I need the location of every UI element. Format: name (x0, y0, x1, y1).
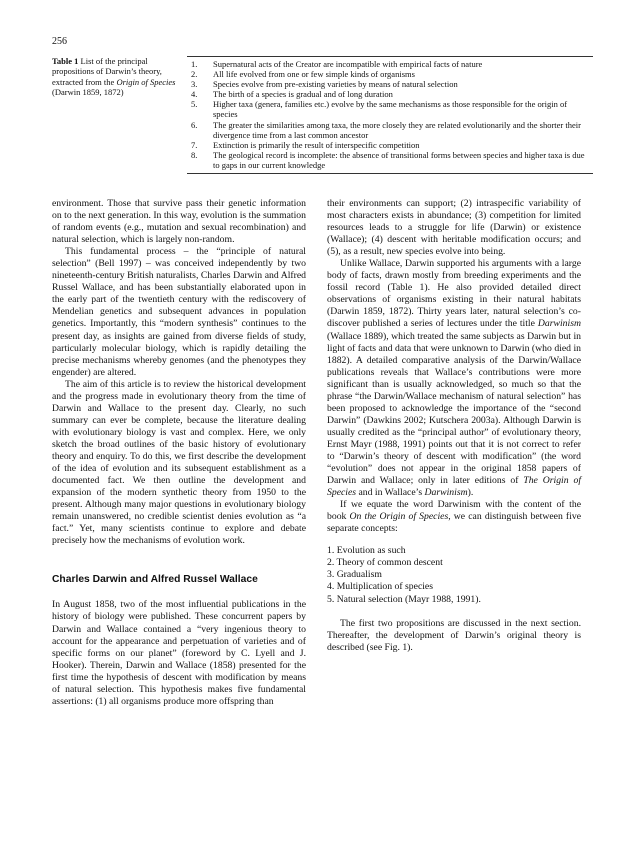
text-run: (Wallace 1889), which treated the same subjects as Darwin but in light of facts and data that were unknown to Darwin (who died in 1882). A detailed comparative analysis of the Darwin/Wallace publications reveals that Wallace’s contributions were more significant than is usually acknowledged, so much so that the phrase “the Darwin/Wallace mechanism of natural selection” has been proposed to acknowledge the importance of the “second Darwin” (Dawkins 2002; Kutschera 2003a). Although Darwin is usually credited as the “principal author” of evolutionary theory, Ernst Mayr (1988, 1991) points out that it is not correct to refer to “Darwin’s theory of descent with modification” (the word “evolution” does not appear in the original 1858 papers of Darwin and Wallace; only in later editions of (327, 330, 581, 487)
paragraph: their environments can support; (2) intraspecific variability of most characters exists in abundance; (3) competition for limited resources leads to a struggle for life (Darwin) or existence (Wallace); (4) descent with heritable modification occurs; and (5), as a result, new species evolve into being. (327, 198, 581, 258)
list-item: 5. Natural selection (Mayr 1988, 1991). (327, 593, 481, 605)
paragraph: environment. Those that survive pass their genetic information on to the next generation. In this way, evolution is the summation of random events (e.g., mutation and sexual recombination) and natural selection, which is largely non-random. (52, 198, 306, 246)
row-text: All life evolved from one or few simple kinds of organisms (213, 69, 415, 80)
text-run: , we can distinguish between five separate concepts: (327, 511, 581, 535)
table-caption (52, 56, 180, 98)
table-row (187, 89, 593, 99)
row-number: 3. (191, 79, 198, 90)
caption-citation: (Darwin 1859, 1872) (52, 87, 124, 98)
list-item: 3. Gradualism (327, 569, 382, 581)
section-heading: Charles Darwin and Alfred Russel Wallace (52, 574, 258, 586)
row-number: 5. (191, 99, 198, 110)
book-title: Darwinism (424, 487, 468, 499)
left-column (52, 198, 306, 708)
text-run: and in Wallace’s (356, 487, 425, 499)
propositions-table (187, 56, 593, 174)
book-title: On the Origin of Species (349, 511, 449, 523)
text-run: Unlike Wallace, Darwin supported his arguments with a large body of facts, drawn mostly from breeding experiments and the fossil record (Table 1). He also provided detailed direct observations of organisms existing in their natural habitats (Darwin 1859, 1872). Thirty years later, natural selection’s co-discover published a series of lectures under the title (327, 258, 581, 330)
paragraph (327, 258, 581, 499)
row-text: Higher taxa (genera, families etc.) evolve by the same mechanisms as those responsible for the origin of species (213, 99, 568, 120)
text-run: If we equate the word Darwinism with the content of the book (327, 499, 581, 523)
table-row (187, 79, 593, 89)
concept-list (327, 545, 581, 605)
caption-text: List of the principal propositions of Darwin’s theory, extracted from the (52, 56, 162, 87)
book-title: Darwinism (537, 318, 581, 330)
row-number: 2. (191, 69, 198, 80)
table-row (187, 59, 593, 69)
paragraph: This fundamental process – the “principle of natural selection” (Bell 1997) – was conceived independently by two nineteenth-century British naturalists, Charles Darwin and Alfred Russel Wallace, and has been substantially elaborated upon in the early part of the twentieth century with the rediscovery of Mendelian genetics and subsequent advances in population genetics. Importantly, this “modern synthesis” continues to the present day, as insights are gained from diverse fields of study, particularly molecular biology, which is rapidly detailing the precise mechanisms whereby genomes (and the phenotypes they engender) are altered. (52, 246, 306, 378)
row-number: 7. (191, 139, 198, 150)
caption-title: Origin of Species (116, 76, 176, 87)
table-row (187, 120, 593, 140)
right-column (327, 198, 581, 654)
row-number: 8. (191, 149, 198, 160)
row-text: Species evolve from pre-existing varieties by means of natural selection (213, 79, 458, 90)
list-item: 4. Multiplication of species (327, 581, 434, 593)
row-text: The geological record is incomplete: the absence of transitional forms between species and higher taxa is due to gaps in our current knowledge (213, 149, 585, 170)
row-number: 4. (191, 89, 198, 100)
row-text: The birth of a species is gradual and of long duration (213, 89, 393, 100)
text-run: ). (467, 487, 474, 499)
table-label: Table 1 (52, 56, 79, 66)
row-text: Extinction is primarily the result of interspecific competition (213, 139, 420, 150)
row-number: 1. (191, 59, 198, 69)
list-item: 1. Evolution as such (327, 545, 406, 557)
book-title: The Origin of Species (327, 475, 582, 499)
row-text: The greater the similarities among taxa, the more closely they are related evolutionarily and the shorter their divergence time from a last common ancestor (213, 119, 581, 140)
paragraph (327, 499, 581, 535)
table-row (187, 69, 593, 79)
table-row (187, 140, 593, 150)
paragraph: The aim of this article is to review the historical development and the progress made in evolutionary theory from the time of Darwin and Wallace to the present day. Clearly, no such summary can ever be complete, because the literature dealing with evolutionary biology is vast and complex. Here, we only sketch the broad outlines of the basic history of evolutionary theory and enquiry. To do this, we first describe the development of the idea of evolution and its subsequent establishment as a documented fact. We then outline the development and expansion of the modern synthetic theory from 1950 to the present. Although many major questions in evolutionary biology remain unanswered, no credible scientist denies evolution as “a fact.” Yet, many scientists continue to explore and debate precisely how the mechanisms of evolution work. (52, 378, 306, 547)
paragraph: In August 1858, two of the most influential publications in the history of biology were published. These concurrent papers by Darwin and Wallace contained a “very ingenious theory to account for the appearance and perpetuation of varieties and of specific forms on our planet” (foreword by C. Lyell and J. Hooker). Therein, Darwin and Wallace (1858) presented for the first time the hypothesis of descent with modification by means of natural selection. This hypothesis makes five fundamental assertions: (1) all organisms produce more offspring than (52, 599, 306, 707)
paragraph: The first two propositions are discussed in the next section. Thereafter, the development of Darwin’s original theory is described (see Fig. 1). (327, 617, 581, 653)
list-item: 2. Theory of common descent (327, 557, 443, 569)
page-number: 256 (52, 36, 67, 47)
row-number: 6. (191, 119, 198, 130)
table-row (187, 150, 593, 170)
row-text: Supernatural acts of the Creator are incompatible with empirical facts of nature (213, 59, 483, 69)
table-row (187, 99, 593, 119)
